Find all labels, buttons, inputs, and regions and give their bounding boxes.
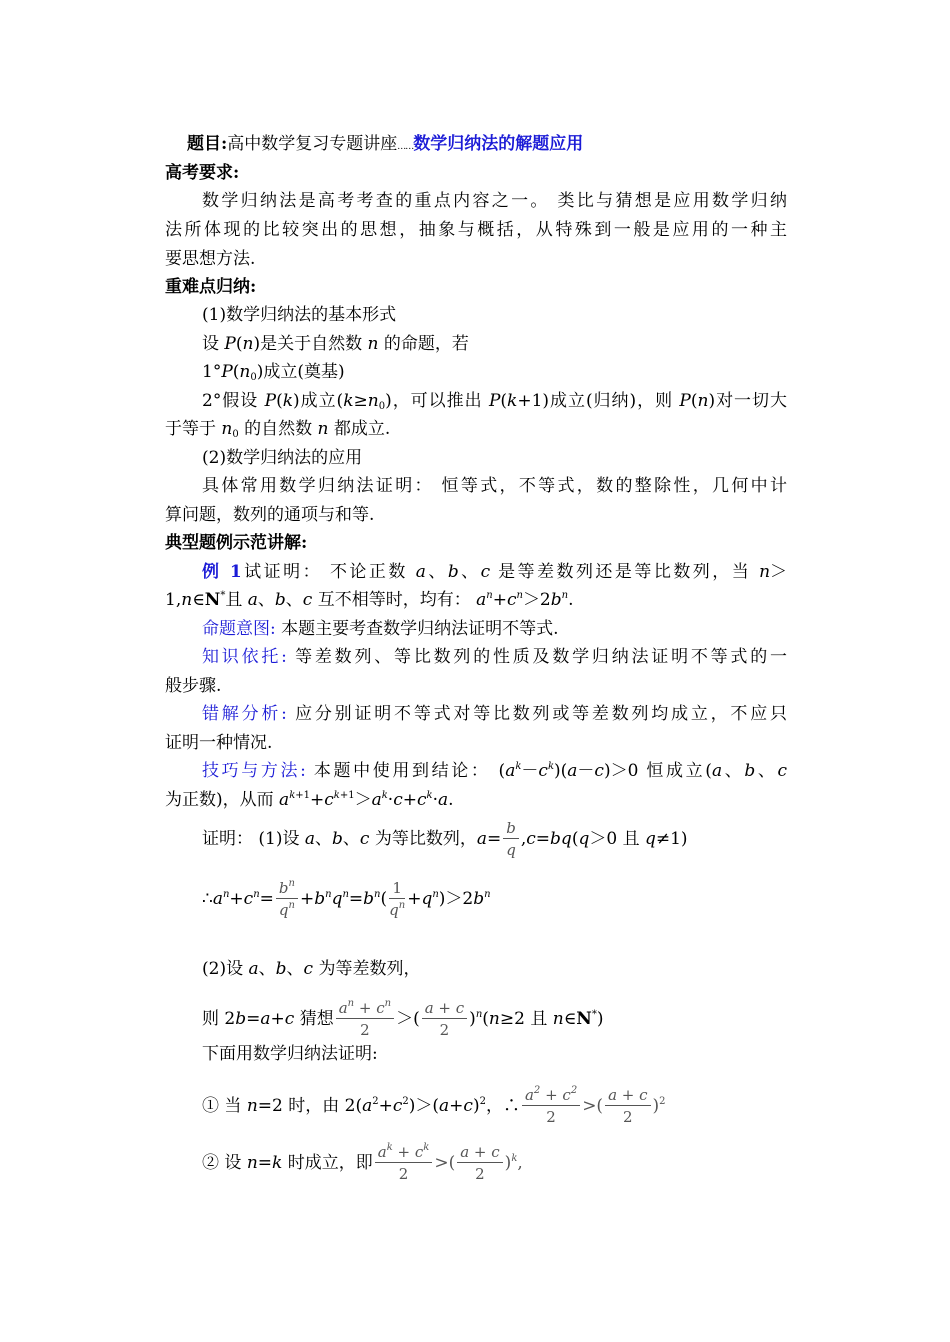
basis-line-b: 般步骤. — [165, 676, 222, 696]
title-line — [187, 133, 583, 158]
req-line-1: 数学归纳法是高考考查的重点内容之一。 类比与猜想是应用数学归纳 — [202, 191, 787, 211]
heading-requirements: 高考要求: — [165, 163, 240, 183]
fraction-bn-over-qn: $\frac{b^n}{q^n}$ — [276, 878, 298, 921]
intent-line — [202, 618, 559, 640]
heading-examples: 典型题例示范讲解: — [165, 533, 308, 553]
fraction-a-plus-c-over-2: $\frac{a + c}{2}$ — [422, 998, 467, 1041]
title-main: 数学归纳法的解题应用 — [413, 134, 584, 154]
fraction-1-over-qn: $\frac{1}{q^n}$ — [389, 879, 406, 919]
fraction-ak-ck-over-2: $\frac{a^k + c^k}{2}$ — [375, 1142, 433, 1185]
example1-label: 例 1 — [202, 562, 242, 582]
keypoint-step2b: 于等于 $n_0$ 的自然数 n 都成立. — [165, 419, 391, 440]
proof-line-3: (2)设 a、b、c 为等差数列， — [202, 959, 421, 979]
heading-keypoints: 重难点归纳: — [165, 277, 257, 297]
fraction-b-over-q: $\frac{b}{q}$ — [503, 818, 519, 861]
fraction-a-plus-c-over-2-sq: $\frac{a + c}{2}$ — [605, 1085, 650, 1128]
title-dots: …… — [397, 142, 414, 152]
intent-text: 本题主要考查数学归纳法证明不等式. — [281, 619, 559, 639]
keypoint-app-a: 具体常用数学归纳法证明： 恒等式，不等式，数的整除性，几何中计 — [202, 476, 787, 496]
keypoint-form: (1)数学归纳法的基本形式 — [202, 305, 397, 325]
basis-label: 知识依托: — [202, 647, 287, 667]
example1-line-b: 1,n∈N*且 a、b、c 互不相等时，均有： $a^n+c^n>2b^n$. — [165, 590, 574, 610]
fraction-a2-c2-over-2: $\frac{a^2 + c^2}{2}$ — [522, 1085, 580, 1128]
err-line-a — [202, 703, 787, 725]
basis-text: 等差数列、等比数列的性质及数学归纳法证明不等式的一 — [295, 647, 788, 667]
keypoint-set: 设 P(n)是关于自然数 n 的命题，若 — [202, 334, 469, 354]
tech-line-b: 为正数)，从而 $a^{k+1}+c^{k+1}>a^k\cdot c+c^k\cdot a$. — [165, 790, 454, 810]
proof-line-6: ① 当 n=2 时，由 $2(a^2+c^2)>(a+c)^2$，∴ $\frac{a^2 + c^2}{2}$ >( $\frac{a + c}{2}$ )$^2$ — [202, 1085, 666, 1126]
tech-line-a: 技巧与方法: 本题中使用到结论： $(a^k-c^k)(a-c)>0$ 恒成立(a、b、c — [202, 761, 788, 781]
proof-line-4: 则 2b=a+c 猜想 $\frac{a^n + c^n}{2}$ ＞( $\frac{a + c}{2}$ )$^n$(n≥2 且 n∈N*) — [202, 998, 604, 1039]
title-label: 题目: — [187, 134, 228, 154]
title-prefix: 高中数学复习专题讲座 — [227, 134, 398, 154]
fraction-a-plus-c-over-2-k: $\frac{a + c}{2}$ — [457, 1142, 502, 1185]
proof-line-5: 下面用数学归纳法证明: — [202, 1044, 378, 1064]
keypoint-app: (2)数学归纳法的应用 — [202, 448, 363, 468]
keypoint-step2a: 2°假设 P(k)成立$(k\ge n_0)$，可以推出 P(k+1)成立(归纳)，则 P(n)对一切大 — [202, 391, 787, 412]
proof-line-1: 证明： (1)设 a、b、c 为等比数列，a= $\frac{b}{q}$ ,c=bq(q＞0 且 q≠1) — [202, 819, 688, 859]
example1-line-a: 例 1试证明： 不论正数 a、b、c 是等差数列还是等比数列，当 n＞ — [202, 562, 788, 582]
proof-line-7: ② 设 n=k 时成立，即 $\frac{a^k + c^k}{2}$ >( $\frac{a + c}{2}$ )$^k$, — [202, 1142, 523, 1183]
err-label: 错解分析: — [202, 704, 287, 724]
req-line-3: 要思想方法. — [165, 249, 256, 269]
req-line-2: 法所体现的比较突出的思想，抽象与概括，从特殊到一般是应用的一种主 — [165, 220, 787, 240]
proof-line-2: $\therefore a^n+c^n=$ $\frac{b^n}{q^n}$ $+b^nq^n=b^n$( $\frac{1}{q^n}$ $+q^n)>2b^n$ — [202, 878, 491, 919]
err-line-b: 证明一种情况. — [165, 733, 273, 753]
keypoint-step1: $1^\circ P(n_0)$成立(奠基) — [202, 362, 345, 383]
keypoint-app-b: 算问题，数列的通项与和等. — [165, 505, 375, 525]
fraction-an-cn-over-2: $\frac{a^n + c^n}{2}$ — [336, 998, 394, 1041]
intent-label: 命题意图: — [202, 619, 276, 639]
err-text: 应分别证明不等式对等比数列或等差数列均成立，不应只 — [295, 704, 788, 724]
tech-label: 技巧与方法: — [202, 761, 306, 781]
basis-line-a — [202, 646, 787, 668]
